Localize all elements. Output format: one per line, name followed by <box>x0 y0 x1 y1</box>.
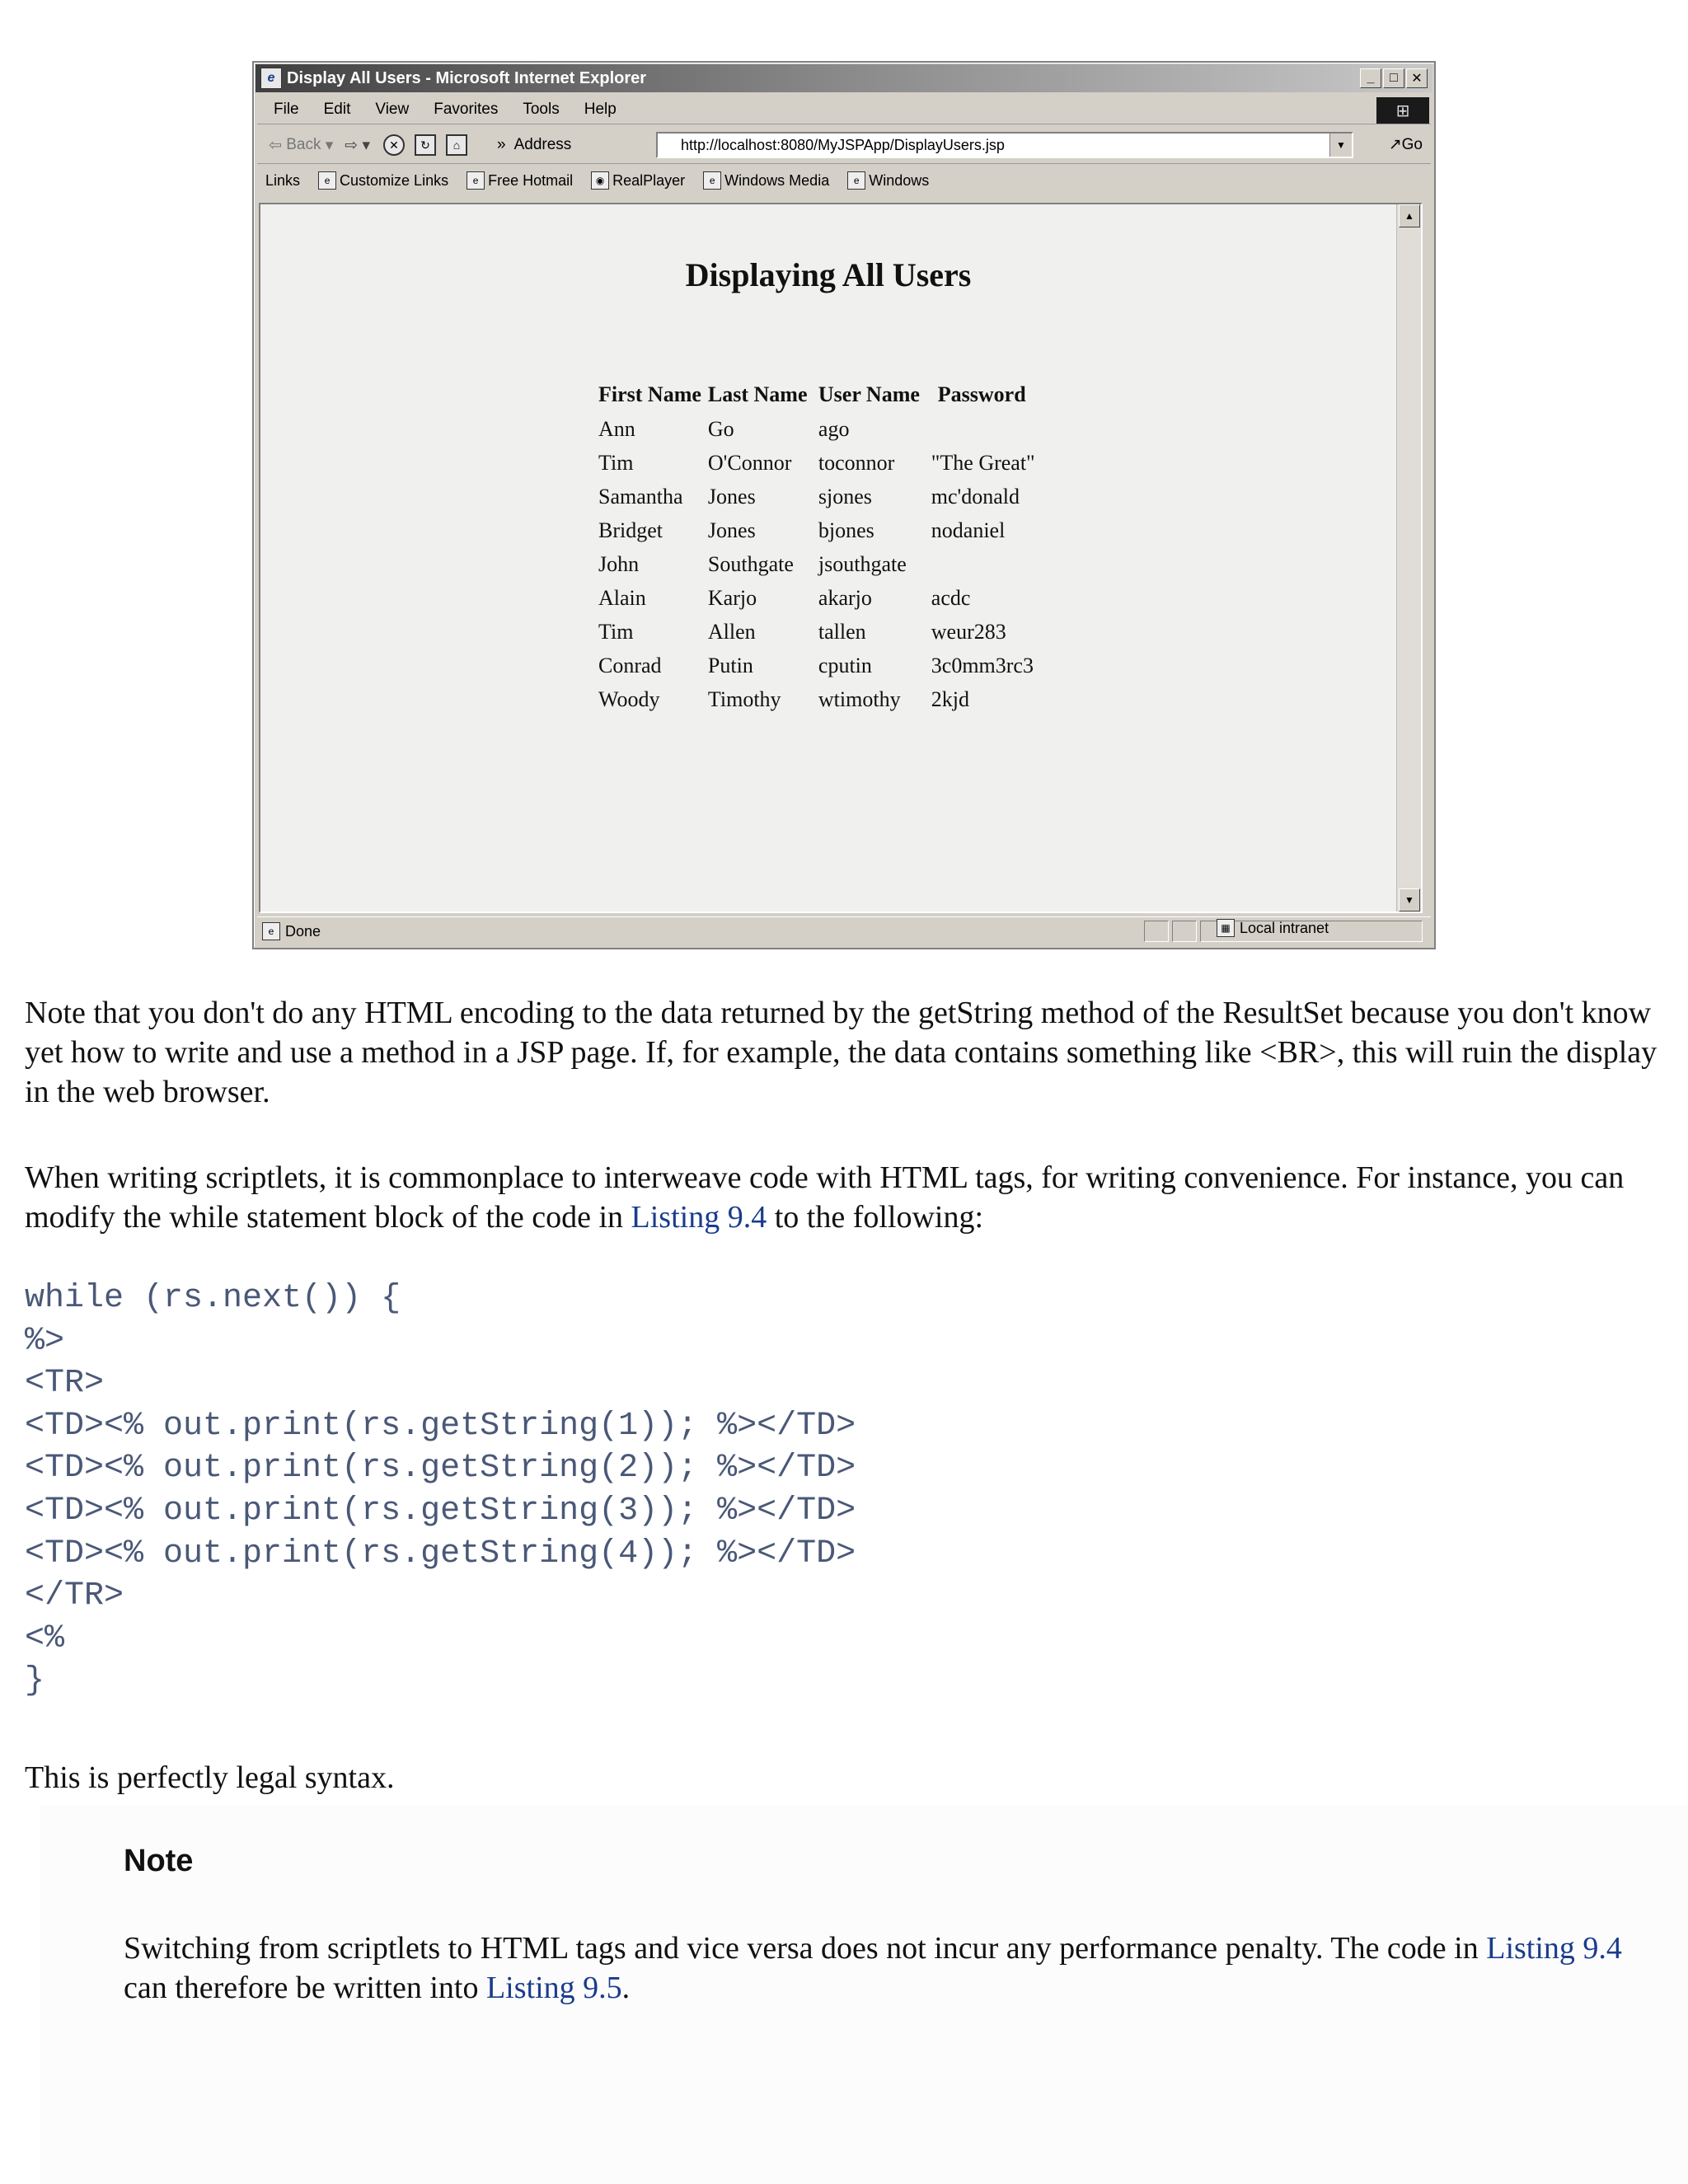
paragraph-scriptlets <box>25 1158 1665 1237</box>
note-text-part: can therefore be written into <box>124 1971 486 2005</box>
listing-9-4-link[interactable]: Listing 9.4 <box>631 1200 767 1235</box>
table-cell: ago <box>818 416 850 441</box>
table-header-row <box>598 377 1060 412</box>
table-cell: Woody <box>598 687 660 711</box>
link-label: Windows Media <box>724 171 830 189</box>
go-button[interactable] <box>1389 135 1423 154</box>
menu-view[interactable]: View <box>375 101 410 118</box>
table-cell: wtimothy <box>818 687 901 711</box>
table-row <box>598 649 1060 682</box>
users-table-body <box>598 412 1060 716</box>
link-label: Customize Links <box>340 171 449 189</box>
paragraph-html-encoding: Note that you don't do any HTML encoding to the data returned by the getString method of the ResultSet because you don't know yet how to write and use a method in a JSP page. If, for example, the data contains something like <BR>, this will ruin the display in the web browser. <box>25 996 1658 1109</box>
windows-logo-icon: ⊞ <box>1376 97 1429 124</box>
table-cell: Putin <box>707 653 753 677</box>
link-windows-media[interactable] <box>703 171 829 190</box>
zone-text: Local intranet <box>1240 919 1329 936</box>
page-done-icon: e <box>262 922 280 940</box>
table-cell: bjones <box>818 518 874 542</box>
status-panel <box>1172 921 1197 942</box>
link-customize-links[interactable] <box>318 171 448 190</box>
table-cell: Jones <box>707 518 756 542</box>
realplayer-icon: ◉ <box>591 171 609 190</box>
table-cell <box>931 547 1060 581</box>
table-cell: akarjo <box>818 585 872 610</box>
menu-bar <box>257 96 1431 124</box>
status-text: Done <box>285 922 321 940</box>
link-realplayer[interactable] <box>591 171 685 190</box>
scroll-up-icon[interactable]: ▲ <box>1399 204 1420 227</box>
table-cell: John <box>598 551 640 576</box>
address-input[interactable] <box>656 132 1353 158</box>
table-cell: Alain <box>598 585 646 610</box>
maximize-icon[interactable]: □ <box>1383 68 1404 88</box>
table-cell: Go <box>707 416 734 441</box>
page-icon: e <box>703 171 721 190</box>
paragraph-text: to the following: <box>767 1200 984 1235</box>
home-icon[interactable]: ⌂ <box>446 134 467 156</box>
note-text-part: . <box>621 1971 631 2005</box>
column-header: Last Name <box>707 382 808 406</box>
address-label: Address <box>513 136 572 153</box>
chevron-more-icon[interactable]: » <box>497 136 506 153</box>
table-row <box>598 615 1060 649</box>
listing-9-4-link[interactable]: Listing 9.4 <box>1486 1931 1622 1966</box>
page-icon: e <box>467 171 485 190</box>
title-bar <box>256 64 1432 92</box>
table-cell: toconnor <box>818 450 895 475</box>
links-bar <box>257 166 1431 194</box>
back-button[interactable] <box>269 136 333 155</box>
table-row <box>598 446 1060 480</box>
table-cell: tallen <box>818 619 866 644</box>
table-cell: Conrad <box>598 653 662 677</box>
column-header: First Name <box>598 382 701 406</box>
note-text <box>124 1929 1657 2008</box>
back-label: Back <box>286 136 321 153</box>
table-cell: Samantha <box>598 484 683 509</box>
table-cell: 3c0mm3rc3 <box>931 653 1034 677</box>
address-url: http://localhost:8080/MyJSPApp/DisplayUsers.jsp <box>681 136 1005 153</box>
browser-window-screenshot <box>252 61 1436 949</box>
table-row <box>598 682 1060 716</box>
code-block: while (rs.next()) { %> <TR> <TD><% out.print(rs.getString(1)); %></TD> <TD><% out.print(rs.getString(2)); %></TD> <TD><% out.print(rs.getString(3)); %></TD> <TD><% out.print(rs.getString(4)); %></TD> </TR> <% } <box>25 1280 856 1700</box>
table-cell: sjones <box>818 484 872 509</box>
back-dropdown-icon: ▾ <box>321 136 334 154</box>
close-icon[interactable]: ✕ <box>1406 68 1428 88</box>
listing-9-5-link[interactable]: Listing 9.5 <box>485 1971 622 2005</box>
note-title: Note <box>124 1844 194 1878</box>
table-cell: weur283 <box>931 619 1006 644</box>
users-table <box>598 377 1060 716</box>
intranet-icon: ▦ <box>1217 919 1235 937</box>
navigation-toolbar <box>257 127 1431 164</box>
table-row <box>598 412 1060 446</box>
table-cell <box>931 412 1060 446</box>
table-cell: cputin <box>818 653 872 677</box>
table-cell: "The Great" <box>931 450 1035 475</box>
link-free-hotmail[interactable] <box>467 171 573 190</box>
table-cell: Jones <box>707 484 756 509</box>
table-cell: nodaniel <box>931 518 1006 542</box>
window-title: Display All Users - Microsoft Internet Explorer <box>287 68 647 87</box>
link-windows[interactable] <box>847 171 929 190</box>
go-arrow-icon: ↗ <box>1388 136 1402 153</box>
back-arrow-icon: ⇦ <box>269 136 287 154</box>
page-viewport <box>259 203 1423 913</box>
paragraph-text: When writing scriptlets, it is commonplace to interweave code with HTML tags, for writing convenience. For instance, you can modify the while statement block of the code in <box>25 1160 1625 1235</box>
refresh-icon[interactable]: ↻ <box>415 134 436 156</box>
column-header: User Name <box>818 382 920 406</box>
table-cell: Southgate <box>707 551 794 576</box>
table-cell: O'Connor <box>707 450 792 475</box>
table-cell: Tim <box>598 619 634 644</box>
page-icon: e <box>847 171 865 190</box>
table-cell: Bridget <box>598 518 663 542</box>
menu-help[interactable]: Help <box>584 101 617 118</box>
table-row <box>598 513 1060 547</box>
table-cell: jsouthgate <box>818 551 907 576</box>
table-cell: mc'donald <box>931 484 1020 509</box>
ie-logo-icon: e <box>260 68 282 89</box>
table-row <box>598 581 1060 615</box>
minimize-icon[interactable]: _ <box>1360 68 1381 88</box>
note-text-part: Switching from scriptlets to HTML tags and vice versa does not incur any performance penalty. The code in <box>124 1931 1487 1966</box>
table-cell: Ann <box>598 416 635 441</box>
menu-tools[interactable]: Tools <box>523 101 560 118</box>
menu-edit[interactable]: Edit <box>323 101 351 118</box>
go-label: Go <box>1401 135 1423 153</box>
menu-file[interactable]: File <box>274 101 299 118</box>
address-dropdown-icon[interactable]: ▼ <box>1329 134 1352 157</box>
table-cell: Timothy <box>707 687 781 711</box>
vertical-scrollbar[interactable] <box>1396 204 1421 912</box>
page-icon: e <box>318 171 336 190</box>
paragraph-legal-syntax: This is perfectly legal syntax. <box>25 1760 395 1795</box>
table-cell: Tim <box>598 450 634 475</box>
forward-button[interactable]: ⇨ ▾ <box>345 136 371 154</box>
link-label: Windows <box>869 171 930 189</box>
column-header: Password <box>937 382 1026 406</box>
page-heading: Displaying All Users <box>685 256 972 293</box>
table-cell: 2kjd <box>931 687 970 711</box>
menu-favorites[interactable]: Favorites <box>434 101 499 118</box>
stop-icon[interactable]: ✕ <box>383 134 405 156</box>
table-row <box>598 547 1060 581</box>
table-cell: Karjo <box>707 585 757 610</box>
links-label: Links <box>265 171 301 189</box>
security-zone <box>1212 919 1329 937</box>
table-row <box>598 480 1060 513</box>
scroll-down-icon[interactable]: ▼ <box>1399 888 1420 912</box>
status-bar <box>257 916 1431 945</box>
table-cell: acdc <box>931 585 971 610</box>
link-label: RealPlayer <box>612 171 686 189</box>
link-label: Free Hotmail <box>488 171 574 189</box>
status-panel <box>1144 921 1169 942</box>
table-cell: Allen <box>707 619 756 644</box>
